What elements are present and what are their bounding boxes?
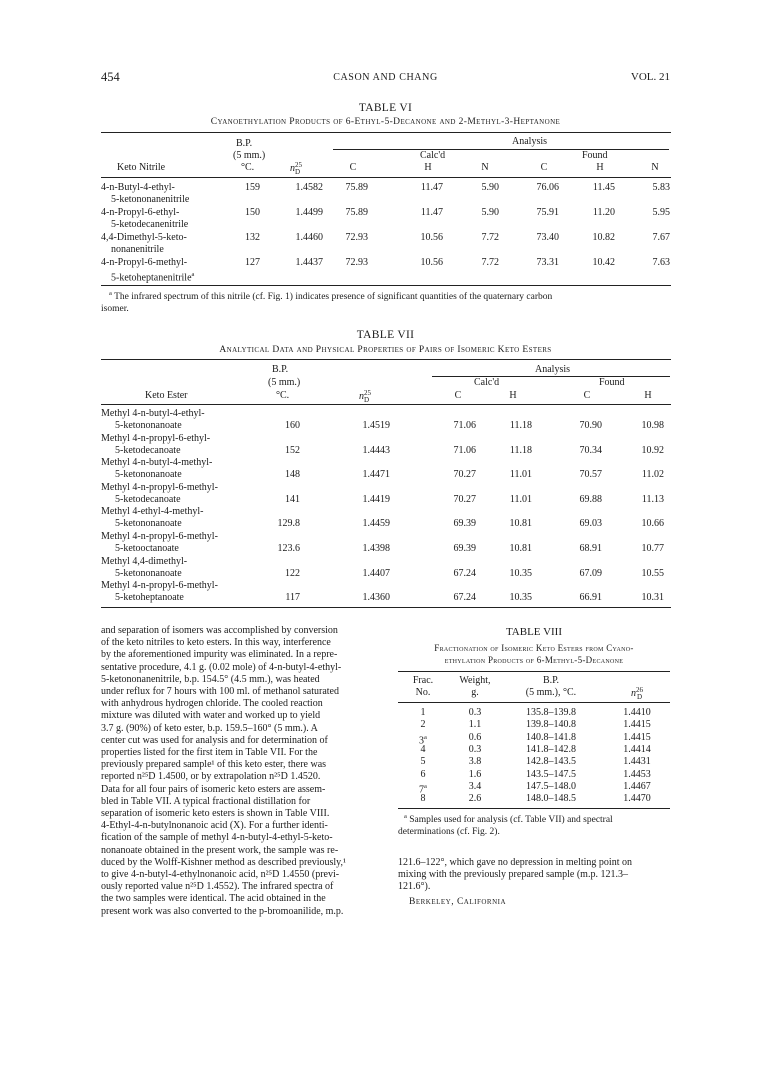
page-number: 454 — [101, 70, 120, 84]
body-left-line: and separation of isomers was accomplished by conversion — [101, 625, 338, 636]
t7-row-name-line: 5-ketononanoate — [115, 420, 182, 431]
t7-cell-cc: 71.06 — [453, 444, 476, 456]
t7-cell-fc: 70.57 — [579, 469, 602, 481]
t8-cell-weight: 1.1 — [468, 719, 482, 731]
t8-cell-frac: 4 — [420, 743, 426, 755]
t6-cell-bp: 127 — [245, 257, 260, 268]
t7-cell-bp: 129.8 — [277, 518, 300, 530]
table-vi-number: TABLE VI — [358, 102, 413, 114]
t6-cell-nd: 1.4460 — [295, 232, 323, 243]
t6-cell-ch: 10.56 — [420, 257, 443, 268]
t7-cell-fh: 10.66 — [641, 518, 664, 530]
t6-head-n1: N — [481, 162, 489, 173]
body-left-line: 4-Ethyl-4-n-butylnonanoic acid (X). For a further identi- — [101, 820, 328, 832]
t6-row-name — [101, 182, 189, 206]
t6-row-note: a — [191, 271, 195, 278]
t6-row-name-line: 5-ketoheptanenitrile$^a$ — [111, 271, 195, 284]
t8-head-weight-1: Weight, — [459, 675, 491, 686]
t8-cell-weight: 0.6 — [468, 731, 482, 743]
t6-head-name: Keto Nitrile — [117, 162, 166, 173]
t6-head-calcd: Calc'd — [420, 150, 446, 161]
t7-cell-fh: 11.13 — [641, 493, 664, 505]
t7-row-name — [101, 433, 210, 457]
t7-cell-bp: 148 — [285, 469, 300, 481]
body-text-left — [101, 625, 377, 918]
t7-head-name: Keto Ester — [145, 390, 188, 401]
volume-label: VOL. 21 — [630, 71, 670, 83]
t8-cell-bp: 142.8–143.5 — [526, 756, 576, 768]
t8-row-note: a — [424, 782, 427, 790]
t7-head-found: Found — [599, 377, 625, 388]
t6-footnote: $^a$ The infrared spectrum of this nitrile (cf. Fig. 1) indicates presence of significant quantities of the quaternary carbon isomer. — [101, 290, 553, 315]
t8-footnote: $^a$ Samples used for analysis (cf. Table VII) and spectral determinations (cf. Fig. 2). — [398, 813, 613, 838]
t7-cell-cc: 70.27 — [453, 469, 476, 481]
t7-cell-nd: 1.4398 — [362, 543, 390, 554]
t7-cell-fh: 10.55 — [641, 567, 664, 579]
t7-cell-bp: 122 — [285, 567, 300, 579]
t8-head-nd: n 26 D — [631, 686, 643, 701]
t7-cell-ch: 10.81 — [509, 543, 532, 554]
t7-head-bp-1: B.P. — [272, 364, 289, 375]
t8-cell-frac: 2 — [420, 719, 426, 731]
t7-cell-cc: 71.06 — [453, 420, 476, 431]
t6-cell-fh: 10.82 — [592, 232, 615, 243]
t6-cell-bp: 150 — [245, 207, 260, 218]
t6-cell-cn: 5.90 — [481, 207, 499, 218]
t7-cell-nd: 1.4459 — [362, 518, 390, 530]
body-left-line: ously reported value n²⁵D 1.4552). The infrared spectra of — [101, 881, 334, 893]
t7-cell-ch: 11.01 — [509, 493, 532, 505]
t7-head-analysis: Analysis — [535, 364, 570, 375]
table-viii-title: Fractionation of Isomeric Keto Esters from Cyano- ethylation Products of 6-Methyl-5-Decanone — [434, 643, 634, 665]
t7-row-name — [101, 408, 205, 432]
t6-cell-fh: 11.45 — [592, 182, 615, 193]
t8-head-bp-2: (5 mm.), °C. — [525, 687, 577, 698]
t8-cell-nd: 1.4415 — [623, 731, 651, 743]
t7-head-bp-3: °C. — [276, 390, 290, 401]
t7-cell-cc: 70.27 — [453, 493, 476, 505]
t8-cell-weight: 1.6 — [468, 768, 482, 780]
body-left-line: of the keto nitriles to keto esters. In this way, interference — [101, 637, 331, 649]
t7-row-name-line: Methyl 4-n-propyl-6-methyl- — [101, 481, 218, 493]
body-left-line: bled in Table VII. A typical fractional distillation for — [101, 795, 311, 807]
t7-row-name-line: 5-ketooctanoate — [115, 543, 179, 554]
t7-cell-nd: 1.4519 — [362, 420, 390, 431]
t7-cell-ch: 10.35 — [509, 567, 532, 579]
t6-cell-cc: 72.93 — [345, 232, 368, 243]
body-left-line: reported n²⁵D 1.4500, or by extrapolation n²⁵D 1.4520. — [101, 771, 321, 783]
body-left-line: mixture was diluted with water and worked up to yield — [101, 710, 321, 722]
t7-cell-fc: 69.03 — [579, 518, 602, 530]
t7-cell-fc: 66.91 — [579, 592, 602, 604]
t6-head-bp-2: (5 mm.) — [233, 150, 266, 161]
t6-cell-fc: 73.31 — [536, 257, 559, 268]
t7-cell-bp: 160 — [285, 420, 300, 431]
t6-head-h1: H — [424, 162, 432, 173]
t7-head-h2: H — [644, 390, 652, 401]
body-left-line: to give 4-n-butyl-4-ethylnonanoic acid, n²⁵D 1.4550 (previ- — [101, 869, 340, 881]
t7-head-c2: C — [583, 390, 591, 401]
t6-cell-fh: 10.42 — [592, 257, 615, 268]
body-right-line: 121.6–122°, which gave no depression in melting point on — [398, 857, 632, 868]
t7-cell-fh: 10.31 — [641, 592, 664, 604]
t7-row-name-line: Methyl 4-n-propyl-6-methyl- — [101, 531, 218, 542]
t6-cell-cn: 7.72 — [481, 232, 499, 243]
t6-row-name — [101, 257, 194, 284]
t7-cell-fh: 10.92 — [641, 444, 664, 456]
body-left-line: previously prepared sample¹ of this keto ester, there was — [101, 759, 327, 771]
table-viii-number: TABLE VIII — [505, 626, 563, 638]
t7-row-name-line: Methyl 4,4-dimethyl- — [101, 555, 188, 567]
t6-head-bp-1: B.P. — [236, 138, 253, 149]
body-left-line: under reflux for 7 hours with 100 ml. of methanol saturated — [101, 686, 339, 698]
t6-cell-fc: 73.40 — [536, 232, 559, 243]
t7-row-name — [101, 531, 218, 555]
t8-cell-nd: 1.4453 — [623, 768, 651, 780]
t6-cell-fn: 7.63 — [652, 257, 670, 268]
t7-row-name-line: 5-ketoheptanoate — [115, 592, 184, 604]
t6-head-bp-3: °C. — [241, 162, 255, 173]
t8-cell-frac: 5 — [420, 756, 426, 768]
t6-head-c2: C — [540, 162, 548, 173]
t8-cell-frac: 6 — [420, 768, 426, 780]
t8-cell-weight: 0.3 — [468, 743, 482, 755]
t8-cell-bp: 139.8–140.8 — [526, 719, 576, 731]
body-left-line: separation of isomeric keto esters is shown in Table VIII. — [101, 808, 330, 820]
t6-row-name — [101, 207, 188, 231]
t7-row-name-line: Methyl 4-n-propyl-6-methyl- — [101, 580, 218, 592]
t6-cell-nd: 1.4499 — [295, 207, 323, 218]
t6-cell-nd: 1.4437 — [295, 257, 323, 268]
t7-row-name-line: 5-ketononanoate — [115, 567, 182, 579]
t6-head-c1: C — [349, 162, 357, 173]
t6-cell-bp: 132 — [245, 232, 260, 243]
t7-cell-cc: 69.39 — [453, 543, 476, 554]
t7-row-name-line: Methyl 4-ethyl-4-methyl- — [101, 506, 204, 518]
t8-head-frac-2: No. — [415, 687, 431, 698]
t7-head-bp-2: (5 mm.) — [268, 377, 301, 388]
t6-head-found: Found — [582, 150, 608, 161]
t7-cell-ch: 11.18 — [509, 420, 532, 431]
body-left-line: the two samples were identical. The acid obtained in the — [101, 893, 326, 905]
t7-row-name — [101, 556, 187, 580]
t6-row-name-line: 5-ketodecanenitrile — [111, 219, 189, 230]
body-left-line: 3.7 g. (90%) of keto ester, b.p. 159.5–160° (5 mm.). A — [101, 722, 318, 734]
body-left-line: nonanoate obtained in the present work, the sample was re- — [101, 844, 339, 856]
t6-cell-fc: 76.06 — [536, 182, 559, 193]
t8-cell-bp: 141.8–142.8 — [526, 743, 576, 755]
body-left-line: by the aforementioned impurity was eliminated. In a repre- — [101, 649, 338, 661]
t7-cell-nd: 1.4471 — [362, 469, 390, 481]
t6-cell-ch: 11.47 — [420, 182, 443, 193]
t7-cell-ch: 10.81 — [509, 518, 532, 530]
body-left-line: 5-ketononanenitrile, b.p. 154.5° (4.5 mm.), was heated — [101, 673, 320, 685]
body-left-line: duced by the Wolff-Kishner method as described previously,¹ — [101, 856, 347, 868]
t7-cell-ch: 11.01 — [509, 469, 532, 481]
t7-cell-cc: 67.24 — [453, 592, 476, 604]
t8-cell-nd: 1.4414 — [623, 743, 651, 755]
t8-cell-nd: 1.4467 — [623, 780, 651, 792]
t6-cell-cc: 75.89 — [345, 207, 368, 218]
body-right-line: mixing with the previously prepared sample (m.p. 121.3– — [398, 869, 628, 881]
body-left-line: center cut was used for analysis and for determination of — [101, 734, 328, 746]
t7-cell-fc: 67.09 — [579, 567, 602, 579]
table-vii-number: TABLE VII — [356, 329, 415, 341]
t7-cell-cc: 69.39 — [453, 518, 476, 530]
t6-cell-fn: 5.83 — [652, 182, 670, 193]
t7-head-c1: C — [454, 390, 462, 401]
t7-row-name-line: 5-ketononanoate — [115, 469, 182, 481]
t6-head-n2: N — [651, 162, 659, 173]
t7-cell-fh: 10.98 — [641, 420, 664, 431]
t6-cell-cc: 72.93 — [345, 257, 368, 268]
affiliation: Berkeley, California — [409, 897, 507, 907]
t7-cell-nd: 1.4407 — [362, 567, 390, 579]
body-left-line: with anhydrous hydrogen chloride. The cooled reaction — [101, 698, 323, 710]
t7-cell-fc: 70.90 — [579, 420, 602, 431]
t6-cell-cn: 5.90 — [481, 182, 499, 193]
t8-cell-nd: 1.4470 — [623, 793, 651, 805]
t7-head-calcd: Calc'd — [474, 377, 500, 388]
body-right-line: 121.6°). — [398, 881, 431, 893]
t7-row-name — [101, 457, 212, 481]
t7-row-name-line: Methyl 4-n-propyl-6-ethyl- — [101, 432, 211, 444]
t8-head-weight-2: g. — [471, 687, 479, 698]
t8-head-frac-1: Frac. — [412, 675, 434, 686]
t8-row-note: a — [424, 733, 427, 741]
t6-head-analysis: Analysis — [512, 136, 547, 147]
t7-cell-fc: 70.34 — [579, 444, 602, 456]
t6-cell-bp: 159 — [245, 182, 260, 193]
body-text-right — [398, 857, 670, 894]
t6-cell-nd: 1.4582 — [295, 182, 323, 193]
t7-cell-bp: 141 — [285, 493, 300, 505]
t6-cell-fn: 5.95 — [652, 207, 670, 218]
body-left-line: properties listed for the first item in Table VII. For the — [101, 747, 318, 759]
t6-cell-ch: 11.47 — [420, 207, 443, 218]
t8-cell-bp: 135.8–139.8 — [526, 707, 576, 718]
body-left-line: Data for all four pairs of isomeric keto esters are assem- — [101, 783, 326, 795]
t7-row-name — [101, 506, 203, 530]
body-left-line: present work was also converted to the p-bromoanilide, m.p. — [101, 905, 344, 917]
t6-row-name-line: 4-n-Propyl-6-ethyl- — [101, 207, 180, 218]
t8-cell-nd: 1.4431 — [623, 756, 651, 768]
t7-row-name-line: 5-ketodecanoate — [115, 444, 181, 456]
t7-cell-fh: 10.77 — [641, 543, 664, 554]
t8-cell-weight: 3.8 — [468, 756, 482, 768]
t7-row-name — [101, 580, 218, 604]
t7-head-h1: H — [509, 390, 517, 401]
t7-row-name-line: 5-ketodecanoate — [115, 493, 181, 505]
t8-cell-bp: 140.8–141.8 — [526, 731, 576, 743]
t8-head-bp-1: B.P. — [542, 675, 560, 686]
t8-cell-frac: 8 — [420, 793, 426, 805]
t7-cell-fc: 68.91 — [579, 543, 602, 554]
t6-cell-fh: 11.20 — [592, 207, 615, 218]
t6-cell-fc: 75.91 — [536, 207, 559, 218]
t7-row-name-line: 5-ketononanoate — [115, 518, 182, 530]
t8-cell-nd: 1.4415 — [623, 719, 651, 731]
t8-cell-bp: 148.0–148.5 — [526, 793, 576, 805]
body-left-line: fication of the sample of methyl 4-n-butyl-4-ethyl-5-keto- — [101, 832, 333, 844]
t7-cell-cc: 67.24 — [453, 567, 476, 579]
t8-cell-nd: 1.4410 — [623, 707, 651, 718]
table-vii-title: Analytical Data and Physical Properties of Pairs of Isomeric Keto Esters — [219, 345, 552, 355]
t6-head-h2: H — [596, 162, 604, 173]
t6-row-name-line: 4-n-Propyl-6-methyl- — [101, 257, 188, 268]
t6-cell-cn: 7.72 — [481, 257, 499, 268]
t6-row-name — [101, 232, 187, 256]
t7-head-nd: n 25 D — [359, 389, 371, 404]
t8-cell-bp: 143.5–147.5 — [526, 768, 576, 780]
t7-cell-ch: 10.35 — [509, 592, 532, 604]
t7-cell-fc: 69.88 — [579, 493, 602, 505]
t6-cell-ch: 10.56 — [420, 232, 443, 243]
t7-cell-bp: 152 — [285, 444, 300, 456]
t8-cell-frac: 3$^a$ — [419, 733, 427, 746]
t6-row-name-line: nonanenitrile — [111, 244, 164, 255]
table-vi-title: Cyanoethylation Products of 6-Ethyl-5-Decanone and 2-Methyl-3-Heptanone — [210, 117, 561, 127]
t7-cell-nd: 1.4419 — [362, 493, 390, 505]
t7-cell-bp: 117 — [285, 592, 300, 604]
t6-head-nd: n 25 D — [290, 161, 302, 176]
t8-cell-weight: 2.6 — [468, 793, 482, 805]
t6-cell-cc: 75.89 — [345, 182, 368, 193]
t7-cell-bp: 123.6 — [277, 543, 300, 554]
t7-row-name-line: Methyl 4-n-butyl-4-methyl- — [101, 457, 213, 469]
t7-row-name-line: Methyl 4-n-butyl-4-ethyl- — [101, 408, 205, 419]
running-title: CASON AND CHANG — [333, 72, 438, 83]
t8-cell-frac: 1 — [420, 707, 426, 718]
t7-cell-nd: 1.4443 — [362, 444, 390, 456]
t8-cell-bp: 147.5–148.0 — [526, 780, 576, 792]
t6-row-name-line: 4,4-Dimethyl-5-keto- — [101, 232, 187, 243]
t6-cell-fn: 7.67 — [652, 232, 670, 243]
body-left-line: sentative procedure, 4.1 g. (0.02 mole) of 4-n-butyl-4-ethyl- — [101, 661, 342, 673]
t8-cell-frac: 7$^a$ — [419, 782, 427, 796]
t7-cell-nd: 1.4360 — [362, 592, 390, 604]
t7-cell-ch: 11.18 — [509, 444, 532, 456]
t6-row-name-line: 4-n-Butyl-4-ethyl- — [101, 182, 175, 193]
t6-row-name-line: 5-ketononanenitrile — [111, 194, 190, 205]
t7-cell-fh: 11.02 — [641, 469, 664, 481]
t8-cell-weight: 0.3 — [468, 707, 482, 718]
t8-cell-weight: 3.4 — [468, 780, 482, 792]
t7-row-name — [101, 482, 218, 506]
